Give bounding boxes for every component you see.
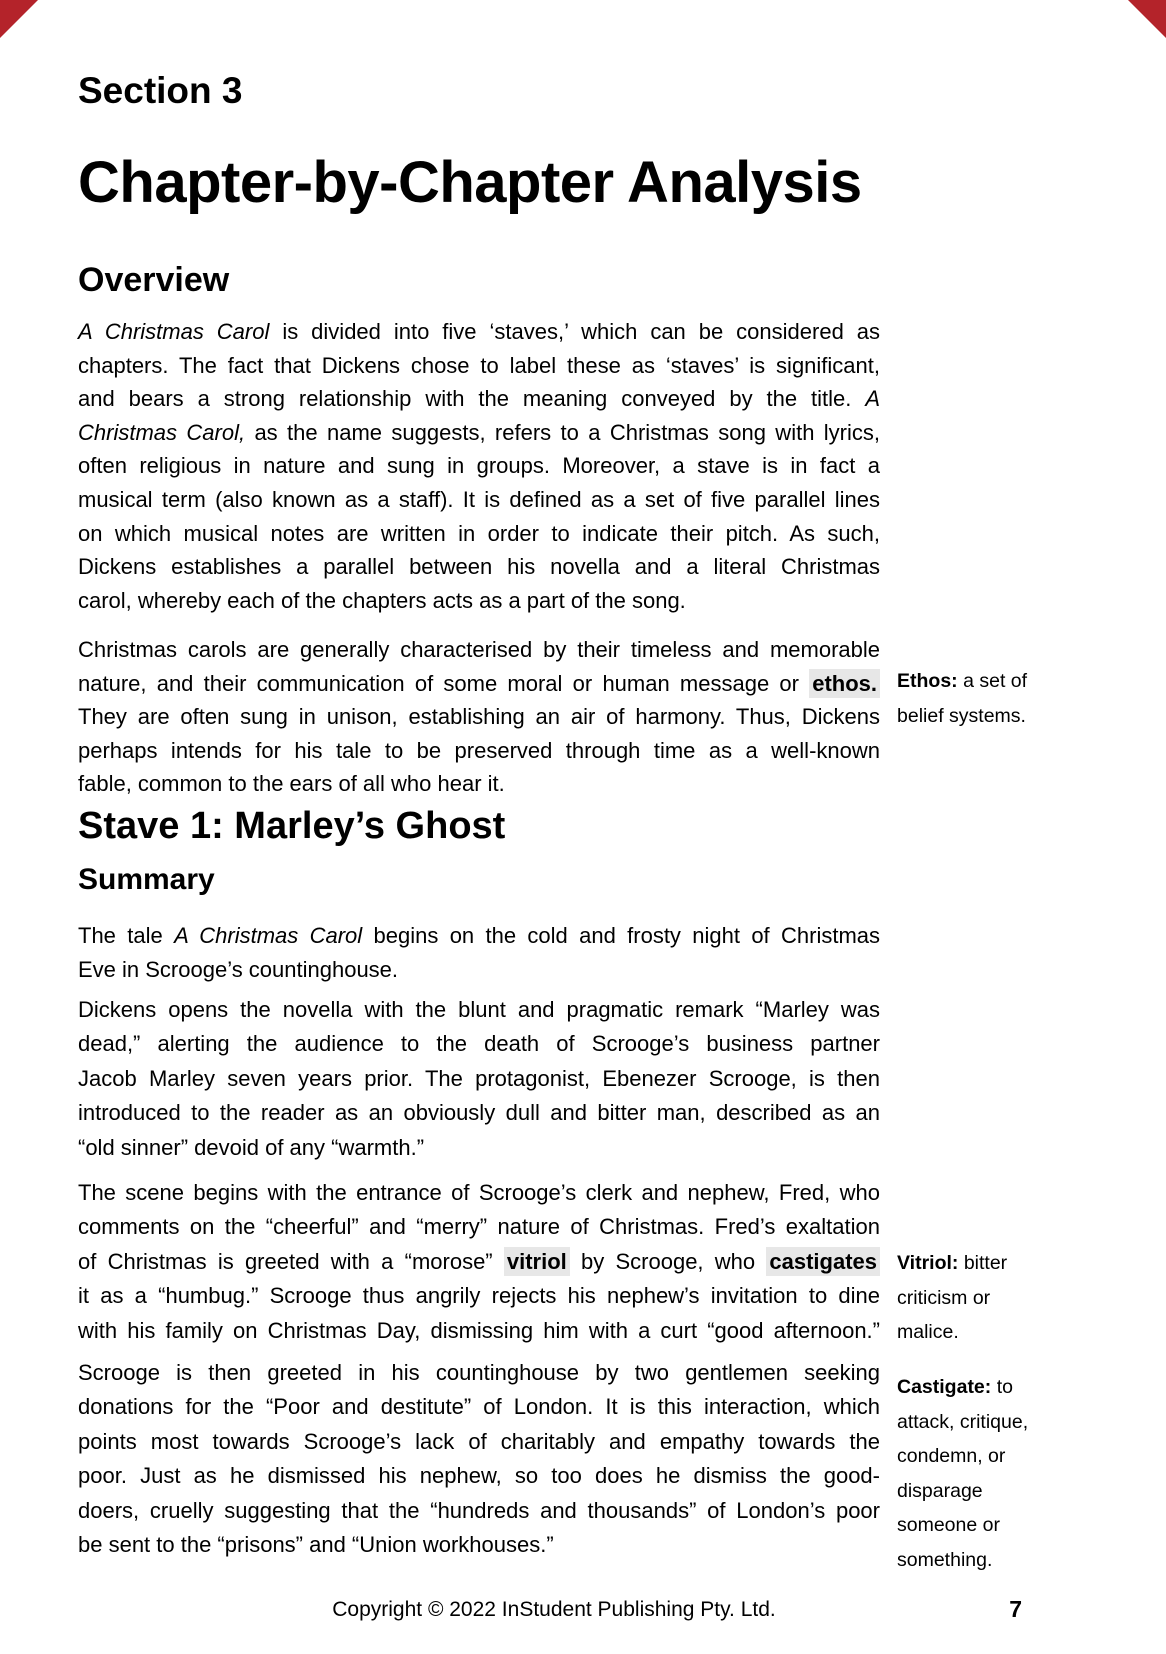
margin-note-castigate: Castigate: to attack, critique, condemn, or disparage someone or something. — [897, 1376, 1029, 1571]
stave-1-heading: Stave 1: Marley’s Ghost — [78, 805, 506, 847]
margin-note-ethos: Ethos: a set of belief systems. — [897, 670, 1028, 727]
summary-paragraph-4: Scrooge is then greeted in his countinghouse by two gentlemen seeking donations for the “Poor and destitute” of London. It is this interaction, which points most towards Scrooge’s lack of charitably and empathy towards the poor. Just as he dismissed his nephew, so too does he dismiss the good- doers, cruelly suggesting that the “hundreds and thousands” of London’s poor be sent to the “prisons” and “Union workhouses.” — [78, 1360, 880, 1557]
page-number: 7 — [1009, 1596, 1022, 1622]
overview-heading: Overview — [78, 261, 230, 299]
overview-paragraph-1: A Christmas Carol is divided into five ‘staves,’ which can be considered as chapters. The fact that Dickens chose to label these as ‘staves’ is significant, and bears a strong relationship with the meaning conveyed by the title. A Christmas Carol, as the name suggests, refers to a Christmas song with lyrics, often religious in nature and sung in groups. Moreover, a stave is in fact a musical term (also known as a staff). It is defined as a set of five parallel lines on which musical notes are written in order to indicate their pitch. As such, Dickens establishes a parallel between his novella and a literal Christmas carol, whereby each of the chapters acts as a part of the song. — [78, 319, 881, 613]
summary-paragraph-3: The scene begins with the entrance of Scrooge’s clerk and nephew, Fred, who comments on the “cheerful” and “merry” nature of Christmas. Fred’s exaltation of Christmas is greeted with a “morose” vitriol by Scrooge, who castigates it as a “humbug.” Scrooge thus angrily rejects his nephew’s invitation to dine with his family on Christmas Day, dismissing him with a curt “good afternoon.” — [78, 1180, 880, 1343]
footer-copyright: Copyright © 2022 InStudent Publishing Pty. Ltd. — [332, 1598, 776, 1621]
summary-paragraph-2: Dickens opens the novella with the blunt and pragmatic remark “Marley was dead,” alerting the audience to the death of Scrooge’s business partner Jacob Marley seven years prior. The protagonist, Ebenezer Scrooge, is then introduced to the reader as an obviously dull and bitter man, described as an “old sinner” devoid of any “warmth.” — [78, 997, 880, 1160]
overview-paragraph-2: Christmas carols are generally characterised by their timeless and memorable nature, and their communication of some moral or human message or ethos. They are often sung in unison, establishing an air of harmony. Thus, Dickens perhaps intends for his tale to be preserved through time as a well-known fable, common to the ears of all who hear it. — [78, 637, 880, 797]
summary-paragraph-1: The tale A Christmas Carol begins on the cold and frosty night of Christmas Eve in Scrooge’s countinghouse. — [78, 923, 881, 983]
corner-accent-left-icon — [0, 0, 38, 38]
summary-heading: Summary — [78, 863, 215, 896]
page-title: Chapter-by-Chapter Analysis — [78, 150, 862, 215]
margin-note-vitriol: Vitriol: bitter criticism or malice. — [897, 1252, 1008, 1343]
section-label: Section 3 — [78, 70, 243, 111]
corner-accent-right-icon — [1128, 0, 1166, 38]
